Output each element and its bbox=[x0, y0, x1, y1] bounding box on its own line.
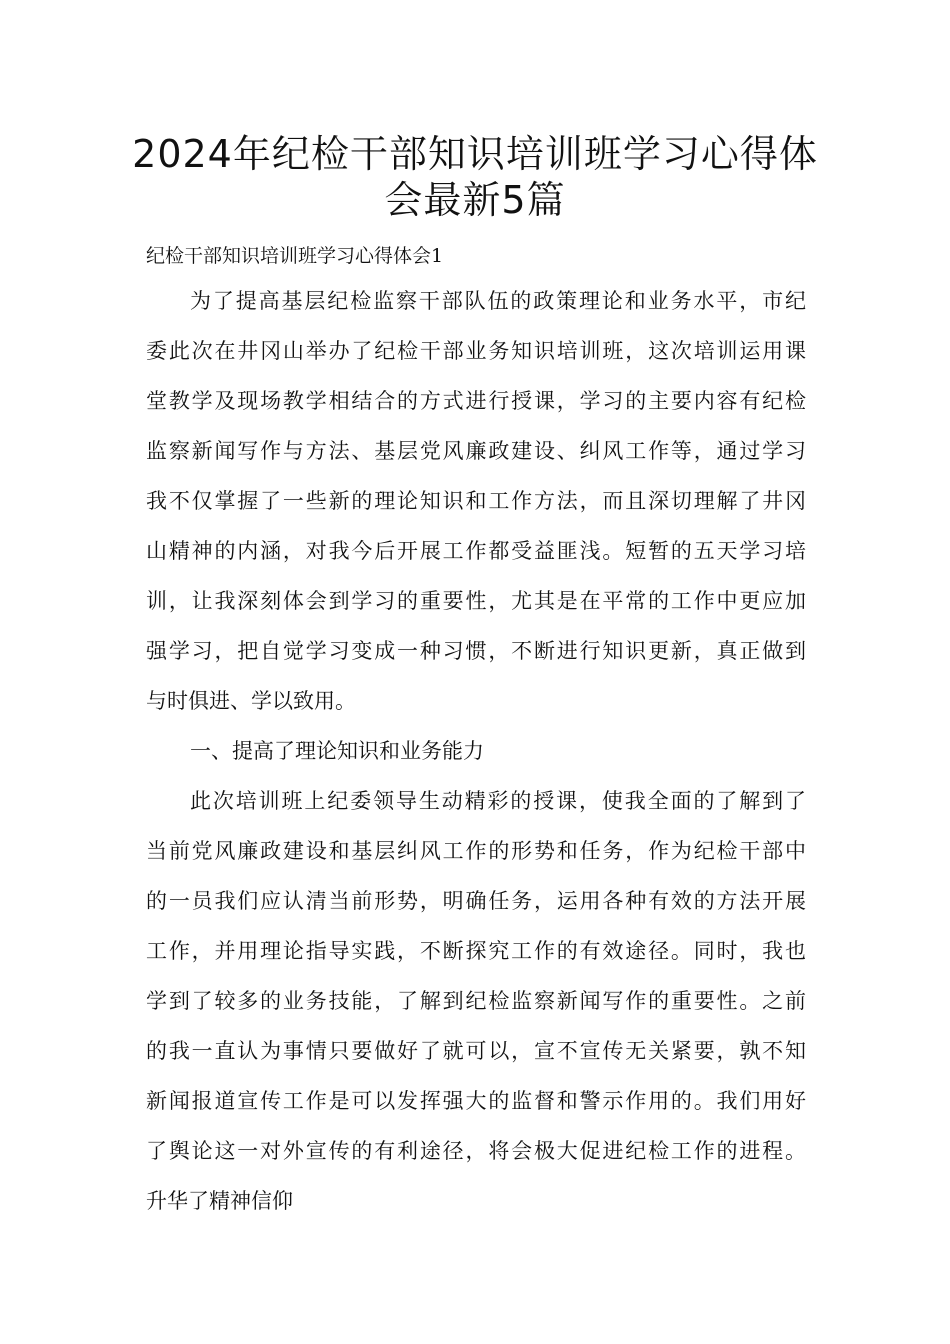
paragraph-line: 当前党风廉政建设和基层纠风工作的形势和任务，作为纪检干部中 bbox=[146, 839, 806, 863]
paragraph-line: 工作，并用理论指导实践，不断探究工作的有效途径。同时，我也 bbox=[146, 939, 806, 963]
paragraph-line: 此次培训班上纪委领导生动精彩的授课，使我全面的了解到了 bbox=[190, 789, 806, 813]
document-title-line-1: 2024年纪检干部知识培训班学习心得体 bbox=[132, 132, 818, 176]
section-subheading: 一、提高了理论知识和业务能力 bbox=[190, 739, 484, 763]
paragraph-line: 升华了精神信仰 bbox=[146, 1189, 293, 1213]
paragraph-line: 强学习，把自觉学习变成一种习惯，不断进行知识更新，真正做到 bbox=[146, 639, 806, 663]
paragraph-line: 训，让我深刻体会到学习的重要性，尤其是在平常的工作中更应加 bbox=[146, 589, 806, 613]
paragraph-line: 山精神的内涵，对我今后开展工作都受益匪浅。短暂的五天学习培 bbox=[146, 539, 806, 563]
paragraph-line: 我不仅掌握了一些新的理论知识和工作方法，而且深切理解了井冈 bbox=[146, 489, 806, 513]
paragraph-line: 新闻报道宣传工作是可以发挥强大的监督和警示作用的。我们用好 bbox=[146, 1089, 806, 1113]
paragraph-line: 监察新闻写作与方法、基层党风廉政建设、纠风工作等，通过学习 bbox=[146, 439, 806, 463]
paragraph-line: 学到了较多的业务技能，了解到纪检监察新闻写作的重要性。之前 bbox=[146, 989, 806, 1013]
paragraph-line: 的我一直认为事情只要做好了就可以，宣不宣传无关紧要，孰不知 bbox=[146, 1039, 806, 1063]
document-title-line-2: 会最新5篇 bbox=[384, 178, 566, 222]
paragraph-line: 与时俱进、学以致用。 bbox=[146, 689, 356, 713]
paragraph-line: 委此次在井冈山举办了纪检干部业务知识培训班，这次培训运用课 bbox=[146, 339, 806, 363]
section-heading: 纪检干部知识培训班学习心得体会1 bbox=[146, 245, 444, 267]
paragraph-line: 为了提高基层纪检监察干部队伍的政策理论和业务水平，市纪 bbox=[190, 289, 806, 313]
paragraph-line: 了舆论这一对外宣传的有利途径，将会极大促进纪检工作的进程。 bbox=[146, 1139, 806, 1163]
paragraph-line: 堂教学及现场教学相结合的方式进行授课，学习的主要内容有纪检 bbox=[146, 389, 806, 413]
paragraph-line: 的一员我们应认清当前形势，明确任务，运用各种有效的方法开展 bbox=[146, 889, 806, 913]
